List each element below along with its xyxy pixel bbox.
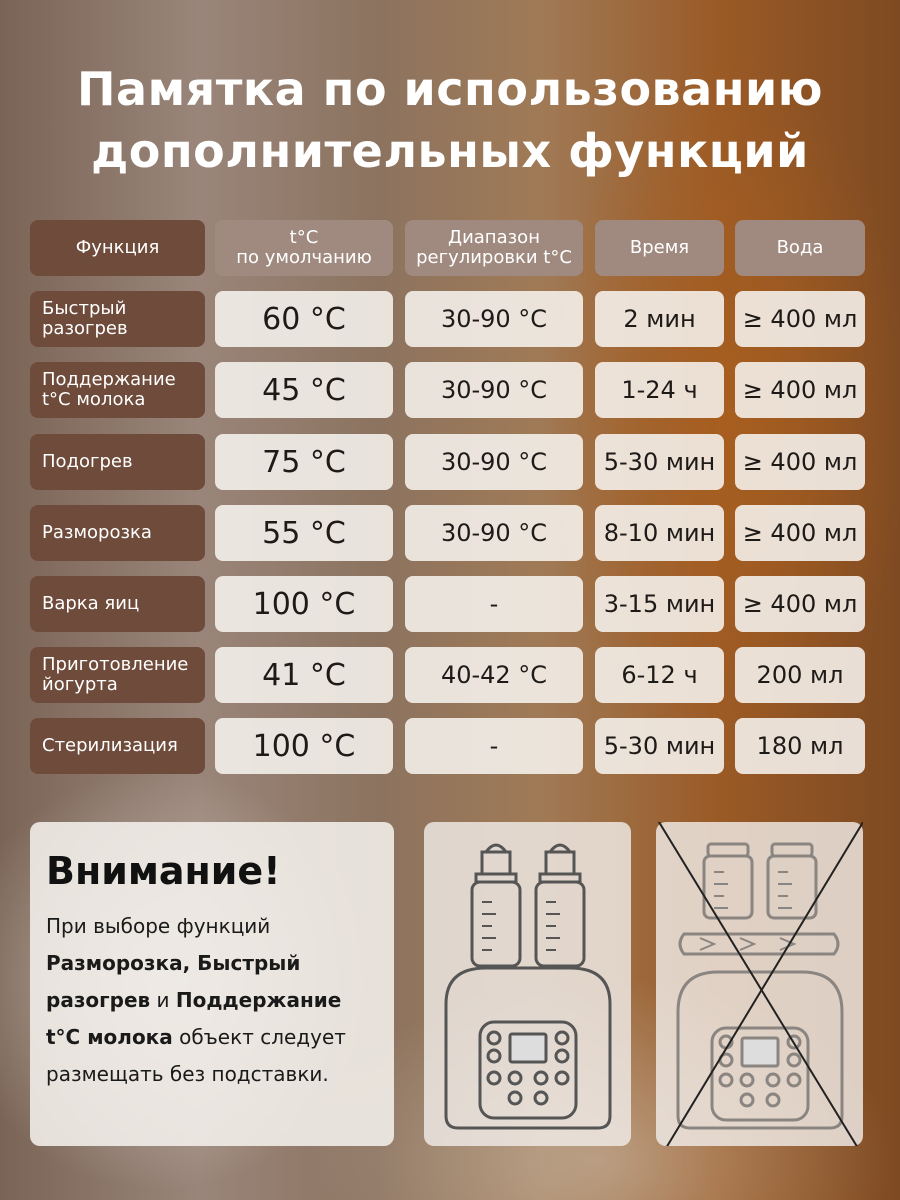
attention-title: Внимание! <box>46 849 281 893</box>
bottle-warmer-with-stand-crossed-icon <box>656 822 863 1146</box>
header-water <box>735 220 865 276</box>
page-title-line-1: Памятка по использованию <box>77 62 823 116</box>
table-row-function <box>30 505 205 561</box>
table-cell-temp-range: 30-90 °C <box>405 362 583 418</box>
function-name-line-2: t°C молока <box>42 389 146 410</box>
attention-line: При выборе функций <box>46 914 271 938</box>
attention-bold: Поддержание <box>175 988 342 1012</box>
table-cell-time: 2 мин <box>595 291 724 347</box>
table-cell-default-temp: 45 °C <box>215 362 393 418</box>
table-cell-water: ≥ 400 мл <box>735 576 865 632</box>
table-cell-water: ≥ 400 мл <box>735 362 865 418</box>
attention-bold: Разморозка, Быстрый <box>46 951 301 975</box>
table-row-function <box>30 362 205 418</box>
page-title <box>0 58 900 182</box>
table-cell-temp-range: - <box>405 718 583 774</box>
table-cell-temp-range: 30-90 °C <box>405 434 583 490</box>
function-name-line-1: Поддержание <box>42 369 176 390</box>
table-cell-time: 3-15 мин <box>595 576 724 632</box>
header-time <box>595 220 724 276</box>
table-row-function <box>30 291 205 347</box>
header-default-temp <box>215 220 393 276</box>
function-name-line-1: Разморозка <box>42 522 152 543</box>
header-default-temp-line-1: t°C <box>289 227 319 248</box>
table-cell-default-temp: 55 °C <box>215 505 393 561</box>
attention-line: и <box>150 988 176 1012</box>
table-cell-water: 200 мл <box>735 647 865 703</box>
table-cell-time: 5-30 мин <box>595 718 724 774</box>
table-cell-temp-range: 30-90 °C <box>405 505 583 561</box>
table-cell-time: 5-30 мин <box>595 434 724 490</box>
function-name-line-2: разогрев <box>42 318 128 339</box>
table-cell-water: 180 мл <box>735 718 865 774</box>
page-title-line-2: дополнительных функций <box>91 124 809 178</box>
table-row-function <box>30 718 205 774</box>
table-cell-temp-range: 30-90 °C <box>405 291 583 347</box>
table-cell-default-temp: 41 °C <box>215 647 393 703</box>
header-function <box>30 220 205 276</box>
table-cell-default-temp: 100 °C <box>215 718 393 774</box>
table-row-function <box>30 576 205 632</box>
table-row-function <box>30 647 205 703</box>
function-name-line-1: Быстрый <box>42 298 127 319</box>
table-cell-default-temp: 75 °C <box>215 434 393 490</box>
function-name-line-1: Стерилизация <box>42 735 178 756</box>
table-row-function <box>30 434 205 490</box>
attention-text <box>46 908 378 1093</box>
table-cell-time: 1-24 ч <box>595 362 724 418</box>
table-cell-water: ≥ 400 мл <box>735 434 865 490</box>
header-temp-range-line-1: Диапазон <box>448 227 540 248</box>
table-cell-default-temp: 100 °C <box>215 576 393 632</box>
header-time-label: Время <box>629 237 690 258</box>
table-cell-time: 6-12 ч <box>595 647 724 703</box>
function-name-line-1: Приготовление <box>42 654 189 675</box>
table-cell-water: ≥ 400 мл <box>735 291 865 347</box>
attention-bold: разогрев <box>46 988 151 1012</box>
attention-box <box>30 822 394 1146</box>
attention-line: размещать без подставки. <box>46 1062 329 1086</box>
header-default-temp-line-2: по умолчанию <box>236 247 372 268</box>
header-water-label: Вода <box>776 237 824 258</box>
header-function-label: Функция <box>75 237 160 258</box>
table-cell-time: 8-10 мин <box>595 505 724 561</box>
attention-line: объект следует <box>172 1025 346 1049</box>
function-name-line-1: Подогрев <box>42 451 133 472</box>
header-temp-range-line-2: регулировки t°C <box>416 247 572 268</box>
function-name-line-1: Варка яиц <box>42 593 140 614</box>
table-cell-temp-range: 40-42 °C <box>405 647 583 703</box>
table-cell-water: ≥ 400 мл <box>735 505 865 561</box>
attention-bold: t°C молока <box>46 1025 173 1049</box>
table-cell-temp-range: - <box>405 576 583 632</box>
header-temp-range <box>405 220 583 276</box>
function-name-line-2: йогурта <box>42 674 118 695</box>
bottle-warmer-without-stand-icon <box>424 822 631 1146</box>
table-cell-default-temp: 60 °C <box>215 291 393 347</box>
